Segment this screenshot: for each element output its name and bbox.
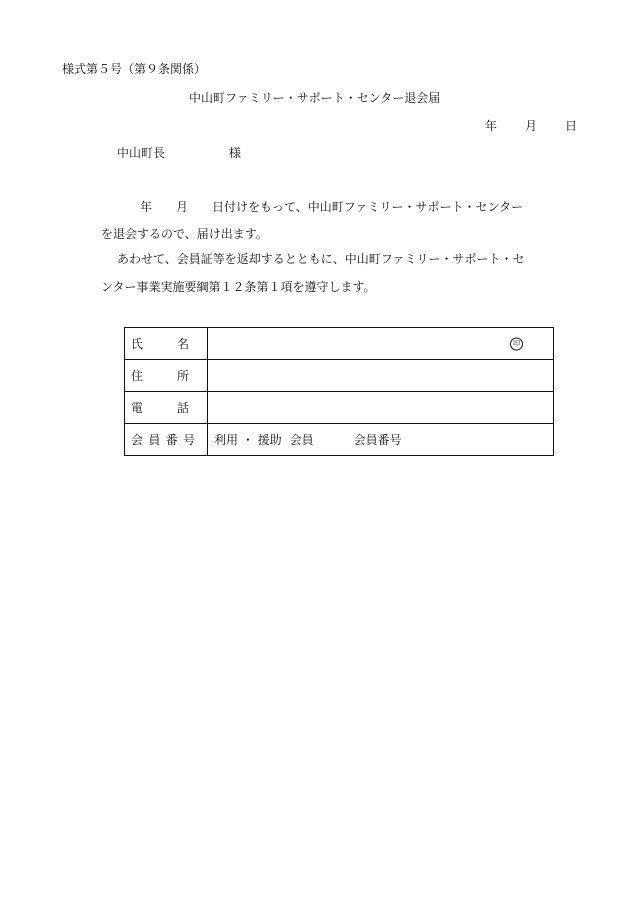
- body-line-4: ンター事業実施要綱第１２条第１項を遵守します。: [101, 280, 376, 294]
- member-number-label: 会 員 番 号: [125, 424, 208, 456]
- body-month: 月: [176, 200, 189, 214]
- body-line-3: あわせて、会員証等を返却するとともに、中山町ファミリー・サポート・セ: [117, 252, 525, 266]
- member-number-text: 会員番号: [353, 433, 402, 447]
- body-line-1-text: 日付けをもって、中山町ファミリー・サポート・センター: [212, 200, 524, 214]
- form-number: 様式第５号（第９条関係）: [62, 62, 207, 76]
- address-field[interactable]: [208, 360, 554, 392]
- date-month: 月: [525, 119, 538, 133]
- phone-field[interactable]: [208, 392, 554, 424]
- document-title: 中山町ファミリー・サポート・センター退会届: [189, 91, 441, 105]
- addressee-name: 中山町長: [117, 146, 166, 160]
- date-year: 年: [485, 119, 498, 133]
- member-field[interactable]: [208, 424, 554, 456]
- name-label: 氏 名: [125, 328, 208, 360]
- table-row-member: [125, 424, 554, 456]
- seal-icon: 印: [510, 337, 523, 350]
- member-word: 会員: [289, 433, 314, 447]
- address-label: 住 所: [125, 360, 208, 392]
- member-type: 利用 ・ 援助: [214, 433, 282, 447]
- body-line-1: [140, 200, 523, 214]
- body-year: 年: [140, 200, 153, 214]
- table-row-phone: [125, 392, 554, 424]
- member-info-table: [124, 327, 554, 456]
- name-field[interactable]: [208, 328, 554, 360]
- table-row-address: [125, 360, 554, 392]
- phone-label: 電 話: [125, 392, 208, 424]
- date-day: 日: [565, 119, 578, 133]
- addressee-honorific: 様: [229, 146, 242, 160]
- table-row-name: [125, 328, 554, 360]
- body-line-2: を退会するので、届け出ます。: [101, 227, 268, 241]
- addressee: [117, 146, 241, 160]
- date-line: [485, 119, 577, 133]
